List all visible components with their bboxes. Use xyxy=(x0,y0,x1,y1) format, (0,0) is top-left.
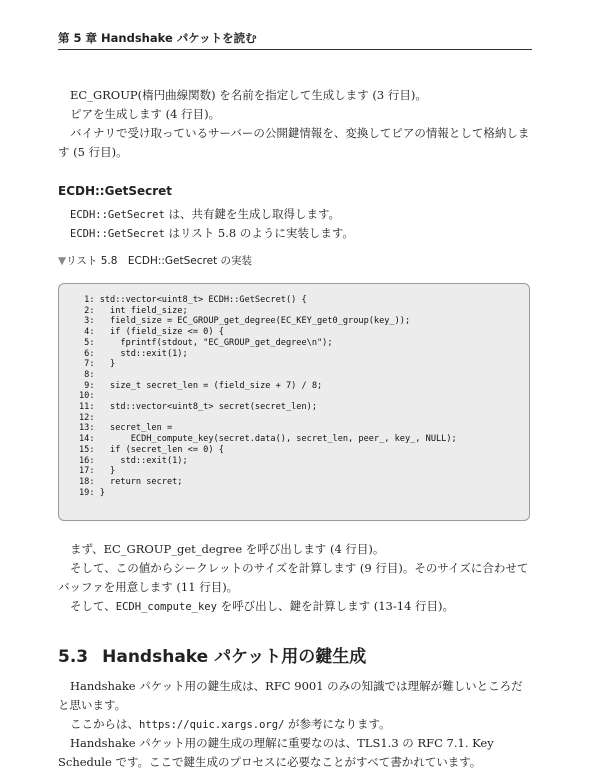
code-line: 3: field_size = EC_GROUP_get_degree(EC_KEY_get0_group(key_)); xyxy=(84,316,411,327)
paragraph-text: が参考になります。 xyxy=(284,717,391,731)
intro-paragraph-1: EC_GROUP(楕円曲線関数) を名前を指定して生成します (3 行目)。 xyxy=(70,88,427,102)
after-paragraph-1: まず、EC_GROUP_get_degree を呼び出します (4 行目)。 xyxy=(70,542,385,556)
paragraph-text: はリスト 5.8 のように実装します。 xyxy=(164,226,354,240)
code-line: 8: xyxy=(84,369,95,380)
code-block xyxy=(79,295,529,498)
code-line: 15: if (secret_len <= 0) { xyxy=(79,444,224,455)
code-line: 11: std::vector<uint8_t> secret(secret_len); xyxy=(79,402,317,413)
code-line: 14: ECDH_compute_key(secret.data(), secret_len, peer_, key_, NULL); xyxy=(79,434,457,445)
inline-code: ECDH::GetSecret xyxy=(70,209,165,221)
code-line: 19: } xyxy=(79,487,105,498)
section-paragraph-2 xyxy=(58,715,532,735)
paragraph-text: そして、 xyxy=(70,599,116,613)
paragraph-text: ここからは、 xyxy=(70,717,139,731)
after-paragraph-2: そして、この値からシークレットのサイズを計算します (9 行目)。そのサイズに合わせてバッファを用意します (11 行目)。 xyxy=(58,561,529,594)
code-line: 12: xyxy=(79,412,95,423)
url-link[interactable]: https://quic.xargs.org/ xyxy=(139,719,285,731)
section-title: Handshake パケット用の鍵生成 xyxy=(102,647,367,667)
code-line: 18: return secret; xyxy=(79,476,183,487)
inline-code: ECDH::GetSecret xyxy=(70,228,165,240)
caption-marker: ▼ xyxy=(58,255,67,267)
caption-text: リスト 5.8 ECDH::GetSecret の実装 xyxy=(66,255,253,267)
code-line: 16: std::exit(1); xyxy=(79,455,188,466)
code-line: 1: std::vector<uint8_t> ECDH::GetSecret() { xyxy=(84,295,307,305)
subsection-title: ECDH::GetSecret xyxy=(58,184,173,198)
code-line: 9: size_t secret_len = (field_size + 7) / 8; xyxy=(84,380,323,391)
code-listing xyxy=(58,283,530,521)
inline-code: ECDH_compute_key xyxy=(115,601,217,613)
code-line: 17: } xyxy=(79,466,116,477)
chapter-header: 第 5 章 Handshake パケットを読む xyxy=(58,30,532,50)
code-line: 6: std::exit(1); xyxy=(84,348,188,359)
code-line: 2: int field_size; xyxy=(84,305,188,316)
paragraph-text: を呼び出し、鍵を計算します (13-14 行目)。 xyxy=(216,599,455,613)
code-line: 7: } xyxy=(84,359,116,370)
subsection-paragraph-2 xyxy=(58,224,532,244)
subsection-paragraph-1 xyxy=(58,205,532,225)
paragraph-text: は、共有鍵を生成し取得します。 xyxy=(164,207,341,221)
listing-caption xyxy=(58,253,252,268)
intro-paragraph-2: ピアを生成します (4 行目)。 xyxy=(70,107,221,121)
section-number: 5.3 xyxy=(58,647,89,667)
intro-paragraph-3: バイナリで受け取っているサーバーの公開鍵情報を、変換してピアの情報として格納します (5 行目)。 xyxy=(58,126,530,159)
after-paragraph-3 xyxy=(58,597,532,617)
section-heading xyxy=(58,642,366,667)
section-paragraph-1: Handshake パケット用の鍵生成は、RFC 9001 のみの知識では理解が難しいところだと思います。 xyxy=(58,679,523,712)
code-line: 5: fprintf(stdout, "EC_GROUP_get_degree\n"); xyxy=(84,337,333,348)
code-line: 4: if (field_size <= 0) { xyxy=(84,327,224,338)
code-line: 10: xyxy=(79,391,95,402)
code-line: 13: secret_len = xyxy=(79,423,173,434)
section-paragraph-3: Handshake パケット用の鍵生成の理解に重要なのは、TLS1.3 の RFC 7.1. Key Schedule です。ここで鍵生成のプロセスに必要なことがすべて書かれています。 xyxy=(58,736,494,769)
